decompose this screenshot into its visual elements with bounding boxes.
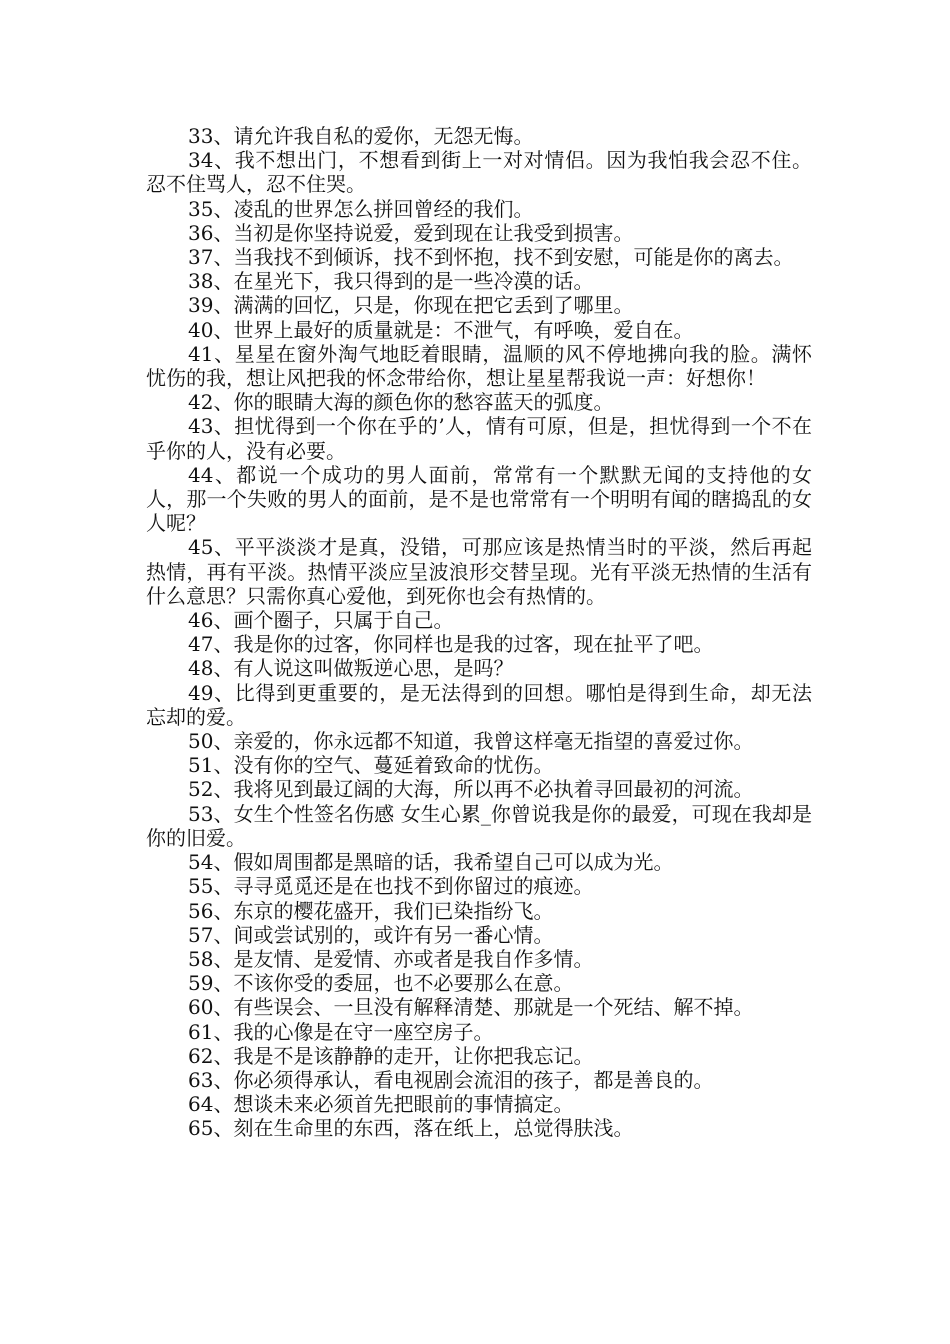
paragraph-56: 56、东京的樱花盛开，我们已染指纷飞。: [188, 898, 554, 923]
document-body: [146, 124, 812, 1141]
paragraph-49: 49、比得到更重要的，是无法得到的回想。哪怕是得到生命，却无法忘却的爱。: [146, 680, 812, 729]
paragraph-55: 55、寻寻觅觅还是在也找不到你留过的痕迹。: [188, 874, 594, 899]
paragraph-39: 39、满满的回忆，只是，你现在把它丢到了哪里。: [188, 293, 634, 318]
paragraph-38: 38、在星光下，我只得到的是一些冷漠的话。: [188, 269, 594, 294]
paragraph-57: 57、间或尝试别的，或许有另一番心情。: [188, 922, 554, 947]
paragraph-40: 40、世界上最好的质量就是：不泄气，有呼唤，爱自在。: [188, 317, 694, 342]
paragraph-52: 52、我将见到最辽阔的大海，所以再不必执着寻回最初的河流。: [188, 777, 754, 802]
paragraph-34: 34、我不想出门，不想看到街上一对对情侣。因为我怕我会忍不住。忍不住骂人，忍不住哭。: [146, 148, 812, 197]
paragraph-41: 41、星星在窗外淘气地眨着眼睛，温顺的风不停地拂向我的脸。满怀忧伤的我，想让风把我的怀念带给你，想让星星帮我说一声：好想你！: [146, 341, 812, 391]
paragraph-51: 51、没有你的空气、蔓延着致命的忧伤。: [188, 753, 554, 778]
paragraph-36: 36、当初是你坚持说爱，爱到现在让我受到损害。: [188, 220, 634, 245]
paragraph-37: 37、当我找不到倾诉，找不到怀抱，找不到安慰，可能是你的离去。: [188, 245, 794, 270]
paragraph-65: 65、刻在生命里的东西，落在纸上，总觉得肤浅。: [188, 1116, 634, 1141]
paragraph-62: 62、我是不是该静静的走开，让你把我忘记。: [188, 1043, 594, 1068]
paragraph-58: 58、是友情、是爱情、亦或者是我自作多情。: [188, 946, 594, 971]
paragraph-60: 60、有些误会、一旦没有解释清楚、那就是一个死结、解不掉。: [188, 995, 754, 1020]
paragraph-35: 35、凌乱的世界怎么拼回曾经的我们。: [188, 196, 534, 221]
paragraph-50: 50、亲爱的，你永远都不知道，我曾这样毫无指望的喜爱过你。: [188, 729, 754, 754]
paragraph-64: 64、想谈未来必须首先把眼前的事情搞定。: [188, 1092, 574, 1117]
paragraph-44: 44、都说一个成功的男人面前，常常有一个默默无闻的支持他的女人，那一个失败的男人的面前，是不是也常常有一个明明有闻的瞎捣乱的女人呢？: [146, 462, 812, 536]
paragraph-43: 43、担忧得到一个你在乎的’人，情有可原，但是，担忧得到一个不在乎你的人，没有必要。: [146, 414, 812, 463]
paragraph-48: 48、有人说这叫做叛逆心思，是吗？: [188, 656, 514, 681]
paragraph-42: 42、你的眼睛大海的颜色你的愁容蓝天的弧度。: [188, 390, 614, 415]
paragraph-63: 63、你必须得承认，看电视剧会流泪的孩子，都是善良的。: [188, 1067, 714, 1092]
paragraph-61: 61、我的心像是在守一座空房子。: [188, 1019, 494, 1044]
paragraph-53: 53、女生个性签名伤感 女生心累_你曾说我是你的最爱，可现在我却是你的旧爱。: [146, 801, 812, 850]
paragraph-54: 54、假如周围都是黑暗的话，我希望自己可以成为光。: [188, 850, 674, 875]
paragraph-33: 33、请允许我自私的爱你，无怨无悔。: [188, 124, 534, 148]
paragraph-46: 46、画个圈子，只属于自己。: [188, 608, 454, 633]
paragraph-59: 59、不该你受的委屈，也不必要那么在意。: [188, 971, 574, 996]
paragraph-47: 47、我是你的过客，你同样也是我的过客，现在扯平了吧。: [188, 632, 714, 657]
paragraph-45: 45、平平淡淡才是真，没错，可那应该是热情当时的平淡，然后再起热情，再有平淡。热情平淡应呈波浪形交替呈现。光有平淡无热情的生活有什么意思？只需你真心爱他，到死你也会有热情的。: [146, 535, 812, 608]
